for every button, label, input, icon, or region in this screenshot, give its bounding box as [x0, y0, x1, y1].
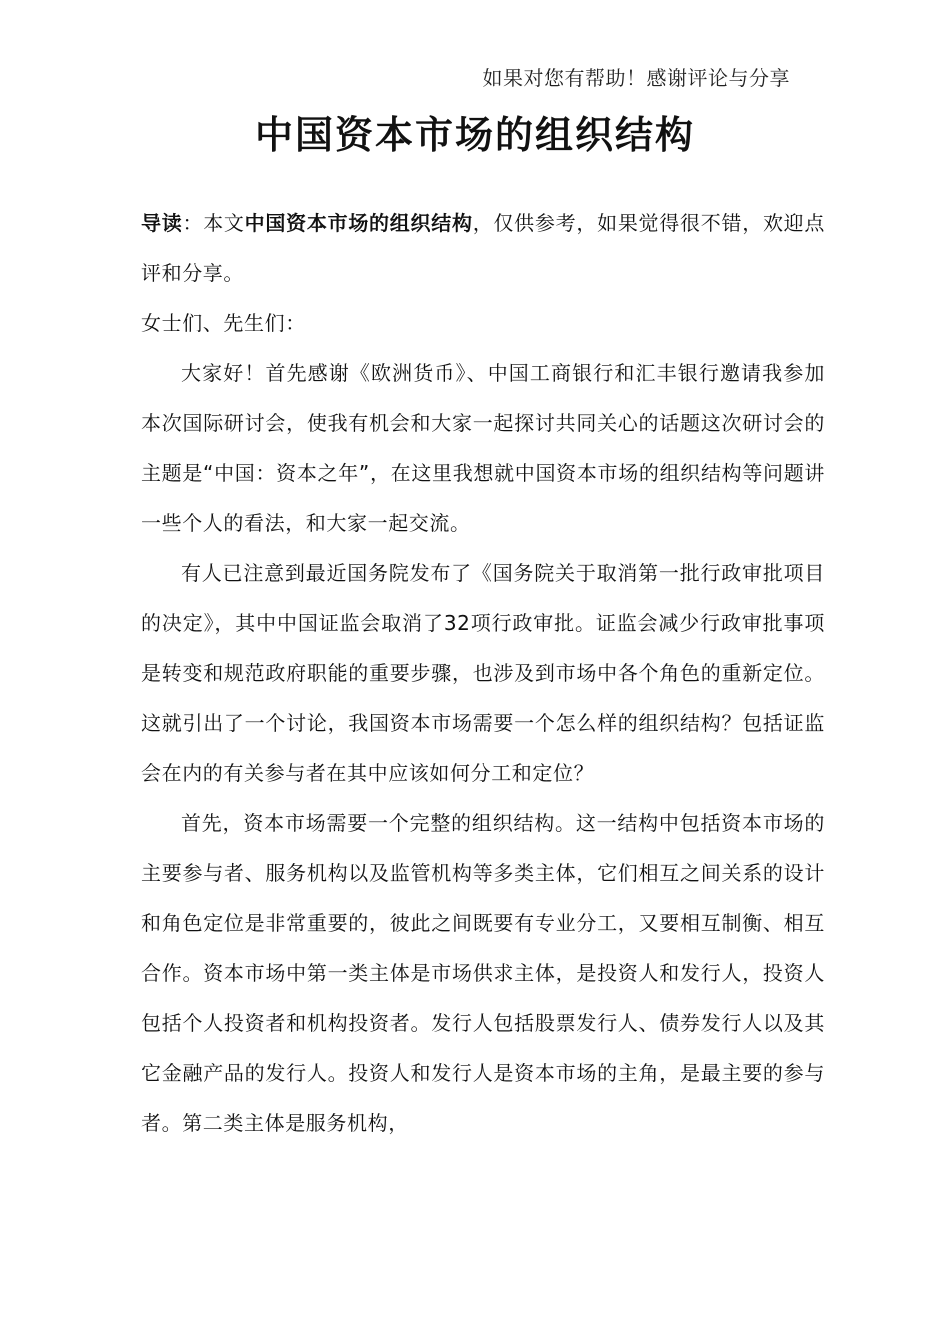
- salutation: 女士们、先生们：: [141, 311, 306, 335]
- intro-text: ，仅供参考，如果觉得很不错，欢迎点评和分享。: [141, 211, 826, 285]
- intro-title-ref: 中国资本市场的组织结构: [244, 211, 473, 235]
- document-title: 中国资本市场的组织结构: [254, 113, 695, 157]
- intro-paragraph: [141, 198, 825, 298]
- header-note: 如果对您有帮助！感谢评论与分享: [482, 66, 790, 90]
- intro-label: 导读: [141, 211, 183, 235]
- document-body: [141, 198, 825, 1148]
- body-paragraph-1: 大家好！首先感谢《欧洲货币》、中国工商银行和汇丰银行邀请我参加本次国际研讨会，使我有机会和大家一起探讨共同关心的话题这次研讨会的主题是“中国：资本之年”，在这里我想就中国资本市场的组织结构等问题讲一些个人的看法，和大家一起交流。: [141, 361, 825, 535]
- body-paragraph-3: 首先，资本市场需要一个完整的组织结构。这一结构中包括资本市场的主要参与者、服务机构以及监管机构等多类主体，它们相互之间关系的设计和角色定位是非常重要的，彼此之间既要有专业分工，又要相互制衡、相互合作。资本市场中第一类主体是市场供求主体，是投资人和发行人，投资人包括个人投资者和机构投资者。发行人包括股票发行人、债券发行人以及其它金融产品的发行人。投资人和发行人是资本市场的主角，是最主要的参与者。第二类主体是服务机构，: [141, 811, 825, 1135]
- body-paragraph-2: 有人已注意到最近国务院发布了《国务院关于取消第一批行政审批项目的决定》，其中中国证监会取消了32项行政审批。证监会减少行政审批事项是转变和规范政府职能的重要步骤，也涉及到市场中各个角色的重新定位。这就引出了一个讨论，我国资本市场需要一个怎么样的组织结构？包括证监会在内的有关参与者在其中应该如何分工和定位？: [141, 561, 825, 785]
- intro-colon: ：本文: [182, 211, 245, 235]
